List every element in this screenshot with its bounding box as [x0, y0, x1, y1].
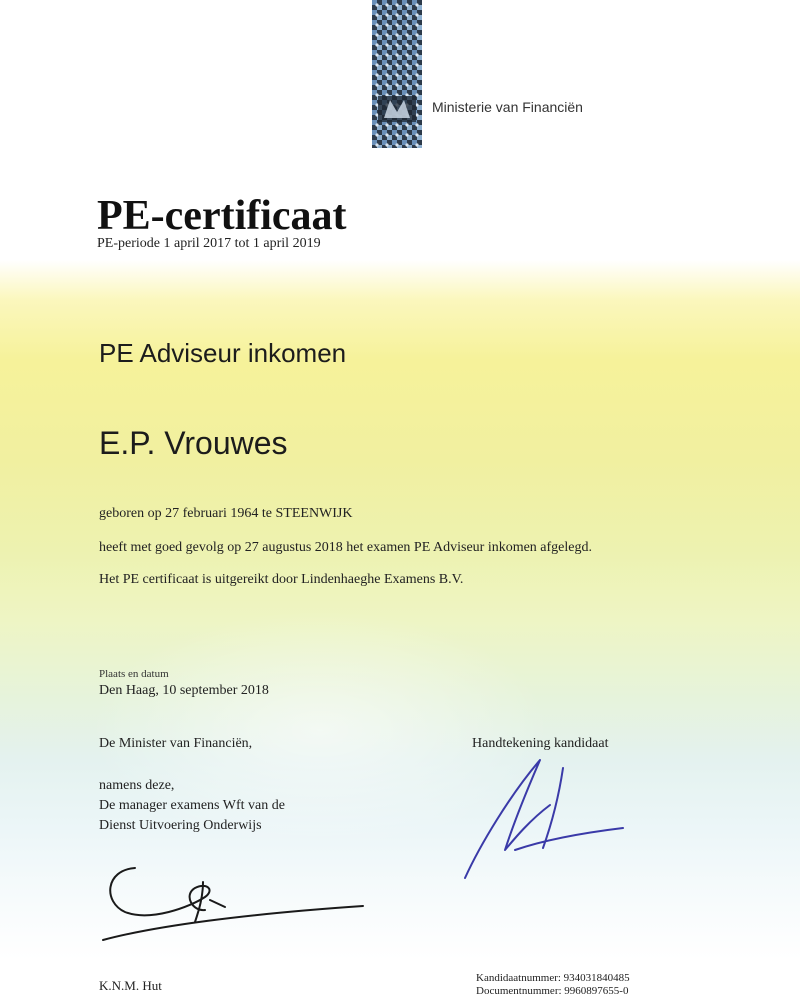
holder-name: E.P. Vrouwes [99, 425, 288, 461]
place-date-label: Plaats en datum [99, 668, 169, 680]
manager-line: De manager examens Wft van de [99, 798, 285, 813]
department-line: Dienst Uitvoering Onderwijs [99, 818, 262, 833]
birth-line: geboren op 27 februari 1964 te STEENWIJK [99, 506, 353, 521]
candidate-signature-label: Handtekening kandidaat [472, 736, 609, 751]
certificate-name: PE Adviseur inkomen [99, 338, 347, 368]
minister-title: De Minister van Financiën, [99, 736, 253, 751]
minister-signature-icon [95, 862, 370, 954]
signatory-name: K.N.M. Hut [99, 978, 162, 993]
issued-by-line: Het PE certificaat is uitgereikt door Lindenhaeghe Examens B.V. [99, 572, 464, 587]
document-number: Documentnummer: 9960897655-0 [476, 985, 629, 997]
on-behalf-line: namens deze, [99, 778, 175, 793]
candidate-number: Kandidaatnummer: 934031840485 [476, 972, 630, 984]
rijksoverheid-logo-icon [372, 0, 422, 148]
certificate-title: PE-certificaat [97, 193, 347, 239]
candidate-signature-icon [455, 750, 635, 885]
exam-passed-line: heeft met goed gevolg op 27 augustus 2018 het examen PE Adviseur inkomen afgelegd. [99, 540, 593, 555]
certificate-period: PE-periode 1 april 2017 tot 1 april 2019 [97, 236, 321, 251]
place-date-value: Den Haag, 10 september 2018 [99, 683, 269, 698]
ministry-name: Ministerie van Financiën [432, 99, 583, 115]
